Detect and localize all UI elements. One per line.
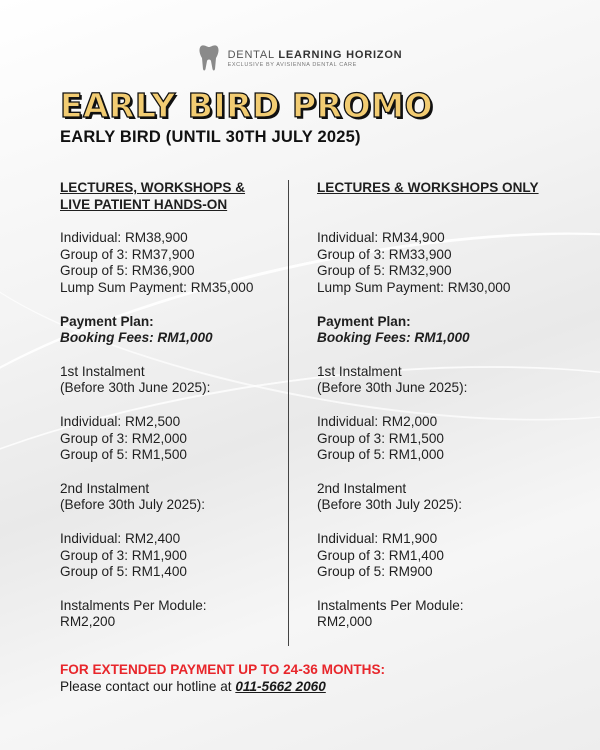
instalment-date: (Before 30th June 2025): <box>317 380 468 396</box>
instalment-label: 1st Instalment <box>317 363 402 379</box>
price-line: Individual: RM2,500 <box>60 413 181 429</box>
column-heading: LECTURES & WORKSHOPS ONLY <box>317 180 539 195</box>
price-line: Group of 3: RM2,000 <box>60 430 187 446</box>
module-value: RM2,000 <box>317 614 373 630</box>
module-value: RM2,200 <box>60 614 116 630</box>
instalment-label: 2nd Instalment <box>317 480 407 496</box>
price-line: Group of 3: RM37,900 <box>60 246 195 262</box>
price-line: Individual: RM34,900 <box>317 230 445 246</box>
brand-tagline: EXCLUSIVE BY AVISIENNA DENTAL CARE <box>227 61 357 68</box>
brand-logo <box>0 44 600 72</box>
booking-fee: Booking Fees: RM1,000 <box>317 330 470 346</box>
instalment-label: 2nd Instalment <box>60 480 150 496</box>
tooth-icon <box>198 44 220 72</box>
price-line: Individual: RM1,900 <box>317 530 438 546</box>
payment-plan-label: Payment Plan: <box>60 313 154 329</box>
hotline-prefix: Please contact our hotline at <box>60 678 236 694</box>
instalment-date: (Before 30th July 2025): <box>60 497 206 513</box>
extended-payment-notice: FOR EXTENDED PAYMENT UP TO 24-36 MONTHS: <box>60 662 386 677</box>
hotline-phone-link[interactable]: 011-5662 2060 <box>235 678 326 694</box>
price-line: Group of 3: RM1,500 <box>317 430 444 446</box>
package-lectures-column <box>317 180 557 631</box>
price-line: Lump Sum Payment: RM35,000 <box>60 279 254 295</box>
price-line: Group of 3: RM1,900 <box>60 547 187 563</box>
column-heading: LECTURES, WORKSHOPS & <box>60 180 246 195</box>
package-full-column <box>60 180 280 631</box>
price-line: Group of 5: RM36,900 <box>60 263 195 279</box>
column-divider <box>288 180 289 646</box>
price-line: Group of 5: RM1,500 <box>60 447 187 463</box>
payment-plan-label: Payment Plan: <box>317 313 411 329</box>
instalment-label: 1st Instalment <box>60 363 145 379</box>
footer-contact <box>60 662 385 695</box>
booking-fee: Booking Fees: RM1,000 <box>60 330 213 346</box>
price-line: Group of 3: RM1,400 <box>317 547 444 563</box>
price-line: Individual: RM38,900 <box>60 230 188 246</box>
instalment-date: (Before 30th June 2025): <box>60 380 211 396</box>
module-label: Instalments Per Module: <box>317 597 464 613</box>
price-line: Lump Sum Payment: RM30,000 <box>317 279 511 295</box>
instalment-date: (Before 30th July 2025): <box>317 497 463 513</box>
price-line: Group of 5: RM1,400 <box>60 564 187 580</box>
promo-subtitle: EARLY BIRD (UNTIL 30TH JULY 2025) <box>60 128 361 146</box>
price-line: Individual: RM2,000 <box>317 413 438 429</box>
module-label: Instalments Per Module: <box>60 597 207 613</box>
price-line: Group of 5: RM32,900 <box>317 263 452 279</box>
brand-name: DENTAL LEARNING HORIZON <box>227 48 403 61</box>
column-heading: LIVE PATIENT HANDS-ON <box>60 196 228 212</box>
price-line: Group of 5: RM900 <box>317 564 433 580</box>
price-line: Group of 3: RM33,900 <box>317 246 452 262</box>
promo-title: EARLY BIRD PROMO <box>60 86 434 125</box>
hotline-line <box>60 679 385 696</box>
price-line: Individual: RM2,400 <box>60 530 181 546</box>
price-line: Group of 5: RM1,000 <box>317 447 444 463</box>
